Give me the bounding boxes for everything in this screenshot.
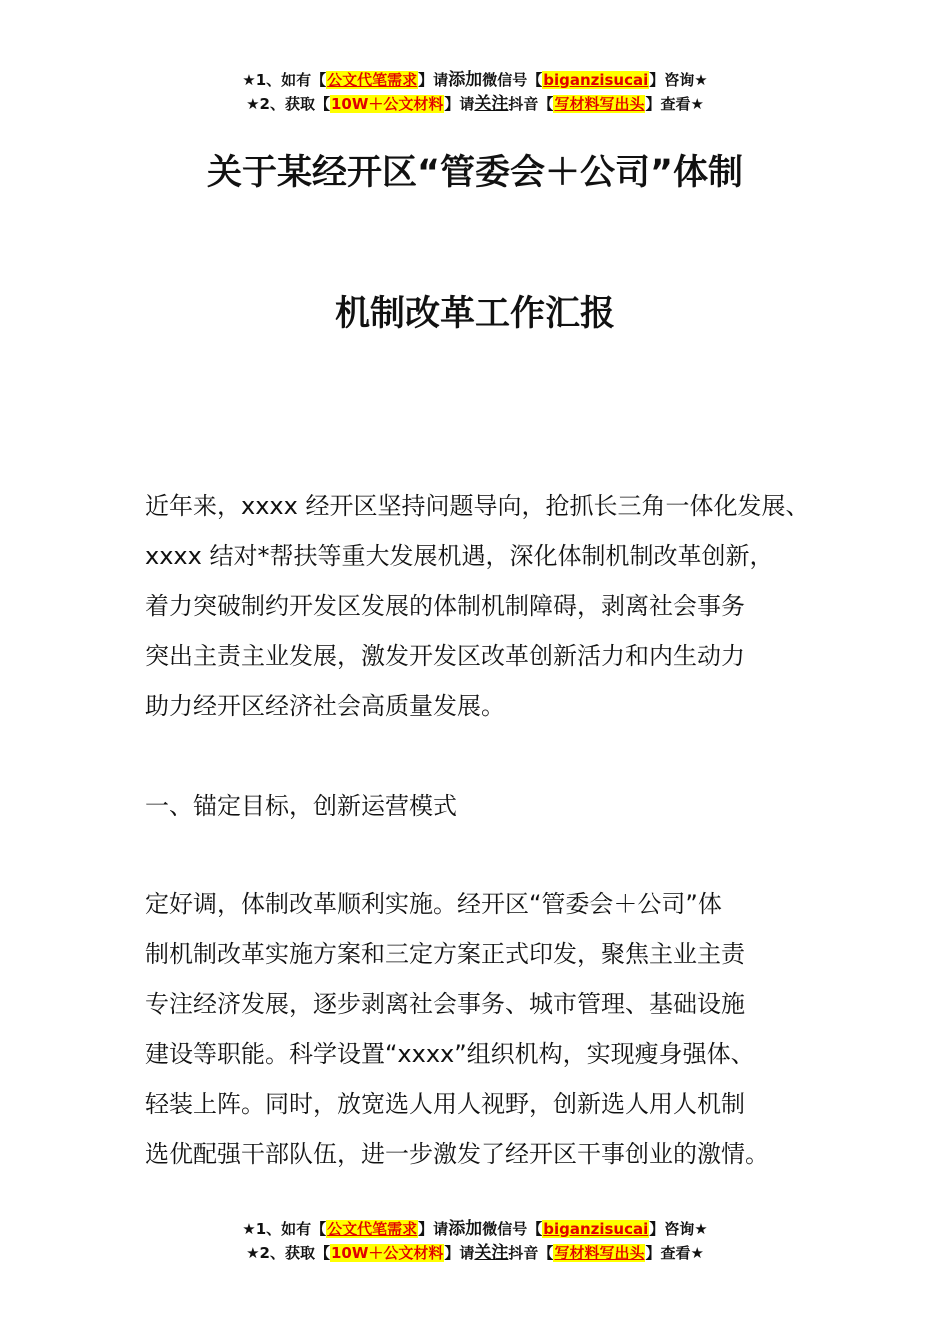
- banner-highlight: 公文代笔需求: [327, 1220, 418, 1238]
- paragraph-line: 着力突破制约开发区发展的体制机制障碍，剥离社会事务: [145, 592, 745, 620]
- paragraph-intro: [145, 481, 815, 731]
- bottom-banner: [0, 1217, 950, 1265]
- banner-text: ★1、如有【: [242, 1220, 327, 1238]
- paragraph-line: 专注经济发展，逐步剥离社会事务、城市管理、基础设施: [145, 990, 745, 1018]
- banner-text: 】请: [444, 1244, 475, 1262]
- banner-highlight: 10W＋公文材料: [330, 1244, 444, 1262]
- banner-text: 】请: [418, 71, 449, 89]
- banner-text: 】咨询★: [649, 1220, 708, 1238]
- banner-wechat-id: biganzisucai: [543, 1220, 649, 1238]
- banner-wechat-id: biganzisucai: [543, 71, 649, 89]
- banner-text: 微信号【: [482, 1220, 543, 1238]
- banner-douyin-id: 写材料写出头: [554, 1244, 645, 1262]
- banner-text: 抖音【: [508, 1244, 554, 1262]
- banner-text: ★2、获取【: [246, 95, 330, 113]
- paragraph-line: 近年来，xxxx 经开区坚持问题导向，抢抓长三角一体化发展、: [145, 492, 810, 520]
- paragraph-line: 突出主责主业发展，激发开发区改革创新活力和内生动力: [145, 642, 745, 670]
- banner-emphasis: 添加: [448, 70, 483, 90]
- banner-douyin-id: 写材料写出头: [554, 95, 645, 113]
- banner-text: ★2、获取【: [246, 1244, 330, 1262]
- banner-highlight: 10W＋公文材料: [330, 95, 444, 113]
- banner-line-2: [0, 1241, 950, 1265]
- banner-emphasis: 添加: [448, 1219, 483, 1239]
- paragraph-line: 建设等职能。科学设置“xxxx”组织机构，实现瘦身强体、: [145, 1040, 755, 1068]
- section-heading-1: 一、锚定目标，创新运营模式: [145, 792, 457, 820]
- banner-text: 】查看★: [645, 1244, 704, 1262]
- banner-highlight: 公文代笔需求: [327, 71, 418, 89]
- paragraph-line: 定好调，体制改革顺利实施。经开区“管委会＋公司”体: [145, 890, 722, 918]
- banner-text: 】请: [418, 1220, 449, 1238]
- paragraph-line: xxxx 结对*帮扶等重大发展机遇，深化体制机制改革创新，: [145, 542, 774, 570]
- banner-text: 】咨询★: [649, 71, 708, 89]
- paragraph-line: 轻装上阵。同时，放宽选人用人视野，创新选人用人机制: [145, 1090, 745, 1118]
- banner-emphasis: 关注: [474, 1243, 509, 1263]
- paragraph-line: 助力经开区经济社会高质量发展。: [145, 692, 505, 720]
- paragraph-section-1: [145, 879, 815, 1179]
- document-title-line-1: 关于某经开区“管委会＋公司”体制: [206, 153, 743, 193]
- banner-line-2: [0, 92, 950, 116]
- banner-text: 抖音【: [508, 95, 554, 113]
- banner-text: 】请: [444, 95, 475, 113]
- paragraph-line: 制机制改革实施方案和三定方案正式印发，聚焦主业主责: [145, 940, 745, 968]
- banner-text: 微信号【: [482, 71, 543, 89]
- top-banner: [0, 68, 950, 116]
- document-title-line-2: 机制改革工作汇报: [334, 294, 615, 334]
- banner-text: ★1、如有【: [242, 71, 327, 89]
- banner-emphasis: 关注: [474, 94, 509, 114]
- banner-text: 】查看★: [645, 95, 704, 113]
- banner-line-1: [0, 68, 950, 92]
- banner-line-1: [0, 1217, 950, 1241]
- paragraph-line: 选优配强干部队伍，进一步激发了经开区干事创业的激情。: [145, 1140, 769, 1168]
